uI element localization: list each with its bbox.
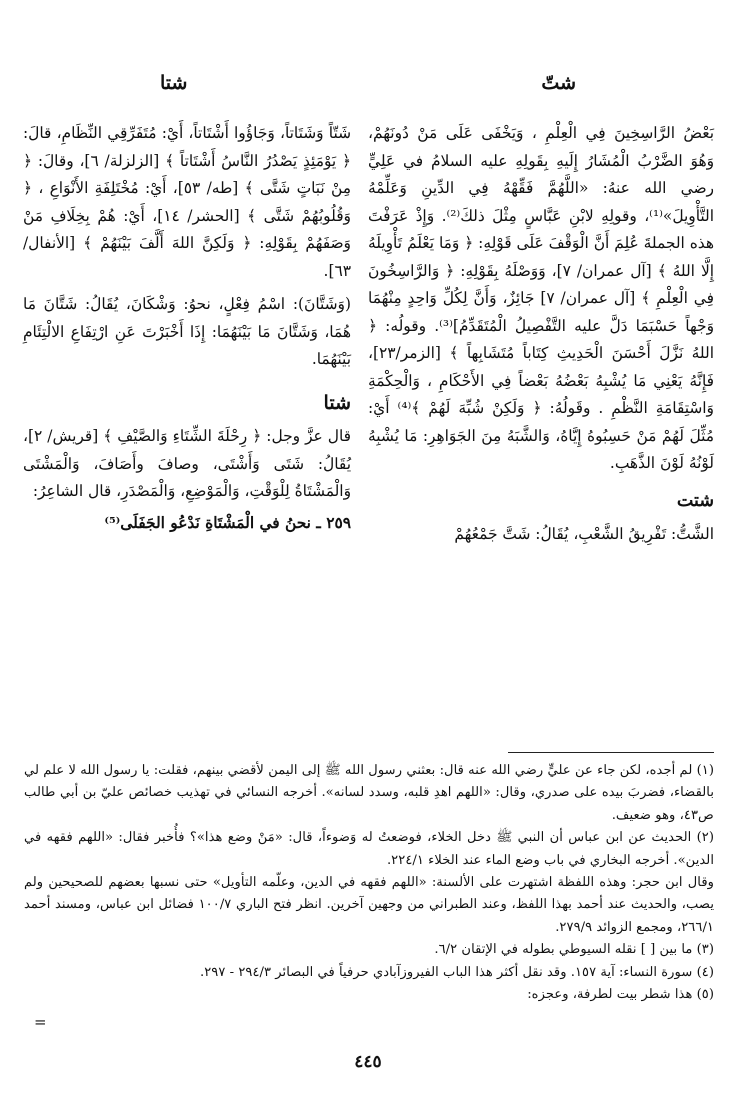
entry-heading-shata: شتا — [323, 391, 351, 414]
body-paragraph: قال عزَّ وجل: ﴿ رِحْلَةَ الشِّتَاءِ وَالصَّيْفِ ﴾ [قريش/ ٢]، يُقَالُ: شَتَى وَأَشْتَى، وصافَ وأَصَافَ، وَالْمَشْتَى وَالْمَشْتَاةُ لِلْوَقْتِ، وَالْمَوْضِعِ، وَالْمَصْدَرِ، قال الشاعِرُ: — [23, 427, 351, 500]
footnote: (٤) سورة النساء: آية ١٥٧. وقد نقل أكثر هذا الباب الفيروزآبادي حرفياً في البصائر ٢٩٤/٣ - ٢٩٧. — [200, 964, 714, 980]
body-paragraph: (وَشَتَّانَ): اسْمُ فِعْلٍ، نحوُ: وَشْكَانَ، يُقَالُ: شَتَّانَ مَا هُمَا، وَشَتَّانَ مَا بَيْنَهُمَا: إِذَا أَخْبَرْتَ عَنِ ارْتِفَاعِ الالْتِئَامِ بَيْنَهُمَا. — [23, 295, 351, 368]
footnote: وقال ابن حجر: وهذه اللفظة اشتهرت على الألسنة: «اللهم فقهه في الدين، وعلّمه التأويل» حتى نسبها بعضهم للصحيحين ولم يصب، والحديث عند أحمد بهذا اللفظ، وعند الطبراني من وجهين آخرين. انظر فتح الباري ١٠٠/٧ فضائل ابن عباس، ومسند أحمد ٢٦٦/١، ومجمع الزوائد ٢٧٩/٩. — [24, 875, 714, 935]
footnote: (٢) الحديث عن ابن عباس أن النبي ﷺ دخل الخلاء، فوضعتُ له وَضوءاً، قال: «مَنْ وضع هذا»؟ فأُخبر فقال: «اللهم فقهه في الدين». أخرجه البخاري في باب وضع الماء عند الخلاء ٢٢٤/١. — [24, 830, 714, 868]
running-header-right: شتّ — [541, 72, 576, 94]
continuation-mark: = — [34, 1013, 47, 1031]
body-paragraph: الشَّتُّ: تَفْرِيقُ الشَّعْبِ، يُقَالُ: شَتَّ جَمْعُهُمْ — [454, 525, 714, 543]
footnote: (٥) هذا شطر بيت لطرفة، وعجزه: — [527, 987, 714, 1003]
poem-verse: ٢٥٩ ـ نحنُ في الْمَشْتَاةِ نَدْعُو الجَفَلَى⁽⁵⁾ — [104, 513, 351, 532]
entry-heading-shatt: شتت — [676, 490, 714, 511]
page-number: ٤٤٥ — [354, 1052, 382, 1072]
body-paragraph: شَتّاً وَشَتَاتاً، وَجَاؤُوا أَشْتَاتاً، أَيْ: مُتَفَرِّقِي النِّظَامِ، قالَ: ﴿ يَوْمَئِذٍ يَصْدُرُ النَّاسُ أَشْتَاتاً ﴾ [الزلزلة/ ٦]، وقالَ: ﴿ مِنْ نَبَاتٍ شَتَّى ﴾ [طه/ ٥٣]، أَيْ: مُخْتَلِفَةِ الأَنْوَاعِ ، ﴿ وَقُلُوبُهُمْ شَتَّى ﴾ [الحشر/ ١٤]، أَيْ: هُمْ بِخِلَافِ مَنْ وَصَفَهُمْ بِقَوْلِهِ: ﴿ وَلَكِنَّ اللهَ أَلَّفَ بَيْنَهُمْ ﴾ [الأنفال/ ٦٣]. — [23, 124, 351, 280]
body-paragraph: بَعْضُ الرَّاسِخِينَ فِي الْعِلْمِ ، وَيَخْفَى عَلَى مَنْ دُونَهُمْ، وَهُوَ الضَّرْبُ الْمُشَارُ إِلَيهِ بِقَولِهِ عليه السلامُ في عَلِيٍّ رضي الله عنهُ: «اللَّهُمَّ فَقِّهْهُ فِي الدِّينِ وَعَلِّمْهُ التَّأْوِيلَ»⁽¹⁾، وقولِهِ لابْنِ عَبَّاسٍ مِثْلَ ذلكَ⁽²⁾. وَإِذْ عَرَفْتَ هذه الجملةَ عُلِمَ أَنَّ الْوَقْفَ عَلَى قَوْلِهِ: ﴿ وَمَا يَعْلَمُ تَأْوِيلَهُ إِلَّا اللهُ ﴾ [آل عمران/ ٧]، وَوَصْلَهُ بِقَوْلِهِ: ﴿ وَالرَّاسِخُونَ فِي الْعِلْمِ ﴾ [آل عمران/ ٧] جَائِزٌ، وَأَنَّ لِكُلِّ وَاحِدٍ مِنْهُمَا وَجْهاً حَسْبَمَا دَلَّ عليه التَّفْصِيلُ الْمُتَقَدِّمُ]⁽³⁾. وقولُه: ﴿ اللهُ نَزَّلَ أَحْسَنَ الْحَدِيثِ كِتَاباً مُتَشَابِهاً ﴾ [الزمر/٢٣]، فَإِنَّهُ يَعْنِي مَا يُشْبِهُ بَعْضُهُ بَعْضاً فِي الأَحْكَامِ ، وَالْحِكْمَةِ وَاسْتِقَامَةِ النَّظْمِ . وقَولُهُ: ﴿ وَلَكِنْ شُبِّهَ لَهُمْ ﴾⁽⁴⁾ أَيْ: مُثِّلَ لَهُمْ مَنْ حَسِبُوهُ إِيَّاهُ، وَالشَّبَهُ مِنَ الجَوَاهِرِ: مَا يُشْبِهُ لَوْنُهُ لَوْنَ الذَّهَبِ. — [368, 124, 715, 472]
running-header-left: شتا — [160, 72, 188, 94]
left-column — [23, 120, 351, 537]
footnotes — [24, 760, 714, 1006]
footnote-divider — [508, 752, 714, 753]
right-column — [368, 120, 714, 549]
footnote: (١) لم أجده، لكن جاء عن عليٍّ رضي الله عنه قال: بعثني رسول الله ﷺ إلى اليمن لأقضي بينهم، فقلت: يا رسول الله لا علم لي بالقضاء، فضربَ بيده على صدري، وقال: «اللهم اهدِ قلبه، وسدد لسانه». أخرجه النسائي في تهذيب خصائص عليّ بن أبي طالب ص٤٣، وهو ضعيف. — [24, 763, 714, 823]
footnote: (٣) ما بين [ ] نقله السيوطي بطوله في الإتقان ٦/٢. — [434, 942, 714, 958]
